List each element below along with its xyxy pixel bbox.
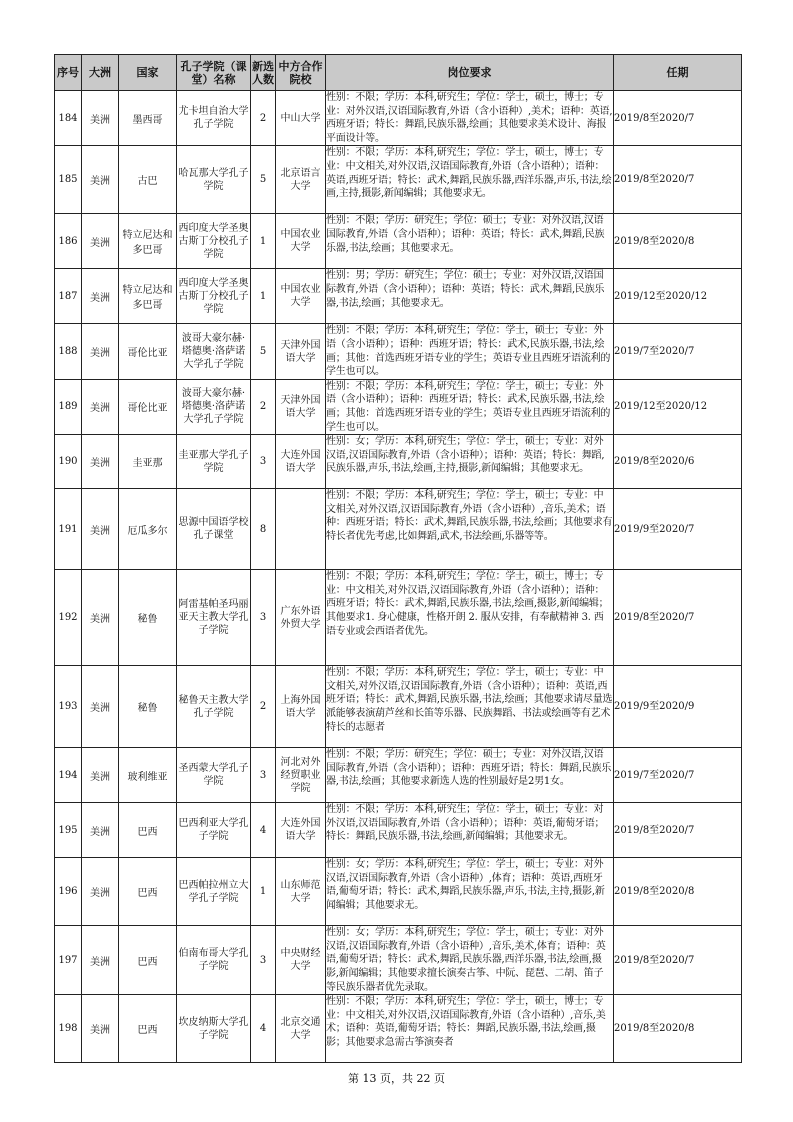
table-row <box>55 269 742 324</box>
cell-country: 哥伦比亚 <box>119 379 177 434</box>
cell-seq: 196 <box>55 858 82 926</box>
cell-seq: 191 <box>55 489 82 570</box>
cell-country: 秘鲁 <box>119 570 177 666</box>
table-row <box>55 324 742 379</box>
cell-term: 2019/8至2020/7 <box>614 146 742 214</box>
cell-term: 2019/9至2020/7 <box>614 489 742 570</box>
cell-term: 2019/8至2020/8 <box>614 995 742 1063</box>
cell-institute: 尤卡坦自治大学孔子学院 <box>177 91 251 146</box>
cell-institute: 巴西帕拉州立大学孔子学院 <box>177 858 251 926</box>
cell-seq: 185 <box>55 146 82 214</box>
cell-count: 1 <box>251 269 276 324</box>
cell-continent: 美洲 <box>82 91 119 146</box>
cell-institute: 思源中国语学校孔子课堂 <box>177 489 251 570</box>
cell-institute: 圭亚那大学孔子学院 <box>177 435 251 489</box>
cell-seq: 189 <box>55 379 82 434</box>
table-row <box>55 748 742 803</box>
cell-term: 2019/8至2020/6 <box>614 435 742 489</box>
cell-count: 2 <box>251 379 276 434</box>
cell-requirements: 性别：不限；学历：本科,研究生；学位：学士，硕士；专业：对外汉语,汉语国际教育,外语（含小语种）；语种：英语,葡萄牙语；特长：舞蹈,民族乐器,书法,绘画,新闻编辑；其他要求无。 <box>326 804 605 843</box>
cell-seq: 193 <box>55 666 82 748</box>
cell-country: 特立尼达和多巴哥 <box>119 214 177 269</box>
cell-country: 巴西 <box>119 995 177 1063</box>
table-row <box>55 803 742 858</box>
header-requirements: 岗位要求 <box>326 55 614 91</box>
cell-country: 哥伦比亚 <box>119 324 177 379</box>
table-row <box>55 435 742 489</box>
cell-institute: 西印度大学圣奥古斯丁分校孔子学院 <box>177 214 251 269</box>
cell-country: 古巴 <box>119 146 177 214</box>
cell-partner: 大连外国语大学 <box>276 435 326 489</box>
cell-country: 玻利维亚 <box>119 748 177 803</box>
cell-continent: 美洲 <box>82 570 119 666</box>
cell-country: 圭亚那 <box>119 435 177 489</box>
cell-count: 4 <box>251 803 276 858</box>
cell-count: 1 <box>251 858 276 926</box>
cell-seq: 192 <box>55 570 82 666</box>
cell-seq: 190 <box>55 435 82 489</box>
table-row <box>55 926 742 995</box>
cell-requirements: 性别：女；学历：本科,研究生；学位：学士，硕士；专业：对外汉语,汉语国际教育,外语（含小语种）,体育；语种：英语,西班牙语,葡萄牙语；特长：武术,舞蹈,民族乐器,声乐,书法,主持,摄影,新闻编辑；其他要求无。 <box>326 859 605 911</box>
table-row <box>55 858 742 926</box>
table-row <box>55 666 742 748</box>
cell-continent: 美洲 <box>82 379 119 434</box>
cell-continent: 美洲 <box>82 995 119 1063</box>
table-row <box>55 91 742 146</box>
cell-count: 5 <box>251 324 276 379</box>
cell-country: 厄瓜多尔 <box>119 489 177 570</box>
cell-requirements: 性别：不限；学历：本科,研究生；学位：学士，硕士，博士；专业：对外汉语,汉语国际教育,外语（含小语种）,美术；语种：英语,西班牙语；特长：舞蹈,民族乐器,绘画；其他要求美术设计、海报平面设计等。 <box>326 92 613 144</box>
table-row <box>55 570 742 666</box>
cell-institute: 坎皮纳斯大学孔子学院 <box>177 995 251 1063</box>
cell-term: 2019/8至2020/7 <box>614 570 742 666</box>
cell-requirements: 性别：男；学历：研究生；学位：硕士；专业：对外汉语,汉语国际教育,外语（含小语种）；语种：英语；特长：武术,舞蹈,民族乐器,书法,绘画；其他要求无。 <box>326 270 605 309</box>
cell-partner: 河北对外经贸职业学院 <box>276 748 326 803</box>
cell-term: 2019/12至2020/12 <box>614 269 742 324</box>
cell-continent: 美洲 <box>82 146 119 214</box>
cell-requirements: 性别：不限；学历：本科,研究生；学位：学士，硕士，博士；专业：中文相关,对外汉语,汉语国际教育,外语（含小语种）；语种：英语,西班牙语；特长：武术,舞蹈,民族乐器,西洋乐器,声乐,书法,绘画,主持,摄影,新闻编辑；其他要求无。 <box>326 147 612 200</box>
cell-continent: 美洲 <box>82 324 119 379</box>
cell-continent: 美洲 <box>82 926 119 995</box>
header-count: 新选人数 <box>251 55 276 91</box>
cell-continent: 美洲 <box>82 269 119 324</box>
cell-partner: 北京语言大学 <box>276 146 326 214</box>
cell-count: 3 <box>251 926 276 995</box>
table-row <box>55 379 742 434</box>
cell-requirements: 性别：女；学历：本科,研究生；学位：学士，硕士；专业：对外汉语,汉语国际教育,外语（含小语种）,音乐,美术,体育；语种：英语,葡萄牙语；特长：武术,舞蹈,民族乐器,西洋乐器,书法,绘画,摄影,新闻编辑；其他要求擅长演奏古筝、中阮、琵琶、二胡、笛子等民族乐器者优先录取。 <box>326 927 606 993</box>
cell-count: 8 <box>251 489 276 570</box>
cell-term: 2019/9至2020/9 <box>614 666 742 748</box>
cell-term: 2019/8至2020/8 <box>614 858 742 926</box>
cell-partner: 大连外国语大学 <box>276 803 326 858</box>
table-header-row <box>55 55 742 91</box>
cell-continent: 美洲 <box>82 858 119 926</box>
cell-country: 特立尼达和多巴哥 <box>119 269 177 324</box>
cell-requirements: 性别：不限；学历：研究生；学位：硕士；专业：对外汉语,汉语国际教育,外语（含小语种）；语种：英语；特长：武术,舞蹈,民族乐器,书法,绘画；其他要求无。 <box>326 215 605 254</box>
cell-institute: 圣西蒙大学孔子学院 <box>177 748 251 803</box>
cell-partner: 天津外国语大学 <box>276 379 326 434</box>
cell-count: 3 <box>251 435 276 489</box>
cell-requirements: 性别：女；学历：本科,研究生；学位：学士，硕士；专业：对外汉语,汉语国际教育,外语（含小语种）；语种：英语；特长：舞蹈,民族乐器,声乐,书法,绘画,主持,摄影,新闻编辑；其他要求无。 <box>326 436 605 475</box>
cell-term: 2019/7至2020/7 <box>614 748 742 803</box>
cell-continent: 美洲 <box>82 214 119 269</box>
cell-count: 1 <box>251 214 276 269</box>
header-continent: 大洲 <box>82 55 119 91</box>
cell-institute: 西印度大学圣奥古斯丁分校孔子学院 <box>177 269 251 324</box>
table-row <box>55 995 742 1063</box>
cell-count: 5 <box>251 146 276 214</box>
cell-count: 4 <box>251 995 276 1063</box>
cell-continent: 美洲 <box>82 666 119 748</box>
cell-term: 2019/8至2020/7 <box>614 926 742 995</box>
cell-count: 2 <box>251 666 276 748</box>
cell-seq: 188 <box>55 324 82 379</box>
cell-count: 2 <box>251 91 276 146</box>
cell-partner: 天津外国语大学 <box>276 324 326 379</box>
cell-seq: 195 <box>55 803 82 858</box>
cell-requirements: 性别：不限；学历：本科,研究生；学位：学士，硕士；专业：中文相关,对外汉语,汉语国际教育,外语（含小语种）,音乐,美术；语种：西班牙语；特长：武术,舞蹈,民族乐器,书法,绘画；其他要求有特长者优先考虑,比如舞蹈,武术,书法绘画,乐器等等。 <box>326 490 613 542</box>
cell-partner: 北京交通大学 <box>276 995 326 1063</box>
cell-term: 2019/12至2020/12 <box>614 379 742 434</box>
page-footer: 第 13 页，共 22 页 <box>348 1072 445 1085</box>
cell-institute: 秘鲁天主教大学孔子学院 <box>177 666 251 748</box>
cell-country: 巴西 <box>119 926 177 995</box>
cell-requirements: 性别：不限；学历：本科,研究生；学位：学士，硕士；专业：外语（含小语种）；语种：西班牙语；特长：武术,民族乐器,书法,绘画；其他：首选西班牙语专业的学生；英语专业且西班牙语流利的学生也可以。 <box>326 380 611 433</box>
cell-continent: 美洲 <box>82 489 119 570</box>
cell-seq: 186 <box>55 214 82 269</box>
table-row <box>55 214 742 269</box>
cell-institute: 哈瓦那大学孔子学院 <box>177 146 251 214</box>
cell-seq: 187 <box>55 269 82 324</box>
header-partner: 中方合作院校 <box>276 55 326 91</box>
cell-partner: 上海外国语大学 <box>276 666 326 748</box>
cell-partner: 山东师范大学 <box>276 858 326 926</box>
cell-requirements: 性别：不限；学历：本科,研究生；学位：学士，硕士，博士；专业：中文相关,对外汉语,汉语国际教育,外语（含小语种）,音乐,美术；语种：英语,葡萄牙语；特长：舞蹈,民族乐器,书法,绘画,摄影；其他要求急需古筝演奏者 <box>326 996 606 1048</box>
cell-seq: 197 <box>55 926 82 995</box>
volunteer-positions-table <box>54 54 742 1063</box>
table-row <box>55 146 742 214</box>
cell-partner: 中央财经大学 <box>276 926 326 995</box>
cell-requirements: 性别：不限；学历：研究生；学位：硕士；专业：对外汉语,汉语国际教育,外语（含小语种）；语种：西班牙语；特长：舞蹈,民族乐器,书法,绘画；其他要求新选人选的性别最好是2男1女。 <box>326 749 612 788</box>
cell-requirements: 性别：不限；学历：本科,研究生；学位：学士，硕士；专业：外语（含小语种）；语种：西班牙语；特长：武术,民族乐器,书法,绘画；其他：首选西班牙语专业的学生；英语专业且西班牙语流利的学生也可以。 <box>326 325 611 378</box>
cell-partner <box>276 489 326 570</box>
header-seq: 序号 <box>55 55 82 91</box>
cell-institute: 伯南布哥大学孔子学院 <box>177 926 251 995</box>
cell-institute: 阿雷基帕圣玛丽亚天主教大学孔子学院 <box>177 570 251 666</box>
cell-country: 秘鲁 <box>119 666 177 748</box>
cell-seq: 198 <box>55 995 82 1063</box>
cell-partner: 中山大学 <box>276 91 326 146</box>
cell-term: 2019/8至2020/7 <box>614 803 742 858</box>
cell-term: 2019/8至2020/7 <box>614 91 742 146</box>
cell-term: 2019/8至2020/8 <box>614 214 742 269</box>
cell-partner: 中国农业大学 <box>276 269 326 324</box>
cell-seq: 194 <box>55 748 82 803</box>
header-institute: 孔子学院（课堂）名称 <box>177 55 251 91</box>
cell-institute: 波哥大豪尔赫·塔德奥·洛萨诺大学孔子学院 <box>177 324 251 379</box>
cell-count: 3 <box>251 570 276 666</box>
cell-partner: 广东外语外贸大学 <box>276 570 326 666</box>
cell-requirements: 性别：不限；学历：本科,研究生；学位：学士，硕士；专业：中文相关,对外汉语,汉语国际教育,外语（含小语种）；语种：英语,西班牙语；特长：武术,舞蹈,民族乐器,书法,绘画；其他要求请尽量选派能够表演葫芦丝和长笛等乐器、民族舞蹈、书法或绘画等有艺术特长的志愿者 <box>326 667 613 733</box>
cell-country: 墨西哥 <box>119 91 177 146</box>
header-country: 国家 <box>119 55 177 91</box>
table-row <box>55 489 742 570</box>
cell-continent: 美洲 <box>82 435 119 489</box>
cell-count: 3 <box>251 748 276 803</box>
cell-country: 巴西 <box>119 858 177 926</box>
cell-seq: 184 <box>55 91 82 146</box>
cell-continent: 美洲 <box>82 748 119 803</box>
cell-term: 2019/7至2020/7 <box>614 324 742 379</box>
cell-institute: 巴西利亚大学孔子学院 <box>177 803 251 858</box>
header-term: 任期 <box>614 55 742 91</box>
cell-partner: 中国农业大学 <box>276 214 326 269</box>
cell-country: 巴西 <box>119 803 177 858</box>
cell-requirements: 性别：不限；学历：本科,研究生；学位：学士，硕士，博士；专业：中文相关,对外汉语,汉语国际教育,外语（含小语种）；语种：西班牙语；特长：武术,舞蹈,民族乐器,书法,绘画,摄影,新闻编辑；其他要求1. 身心健康，性格开朗 2. 服从安排，有奉献精神 3. 西语专业或会西语者优先。 <box>326 571 609 637</box>
cell-institute: 波哥大豪尔赫·塔德奥·洛萨诺大学孔子学院 <box>177 379 251 434</box>
cell-continent: 美洲 <box>82 803 119 858</box>
